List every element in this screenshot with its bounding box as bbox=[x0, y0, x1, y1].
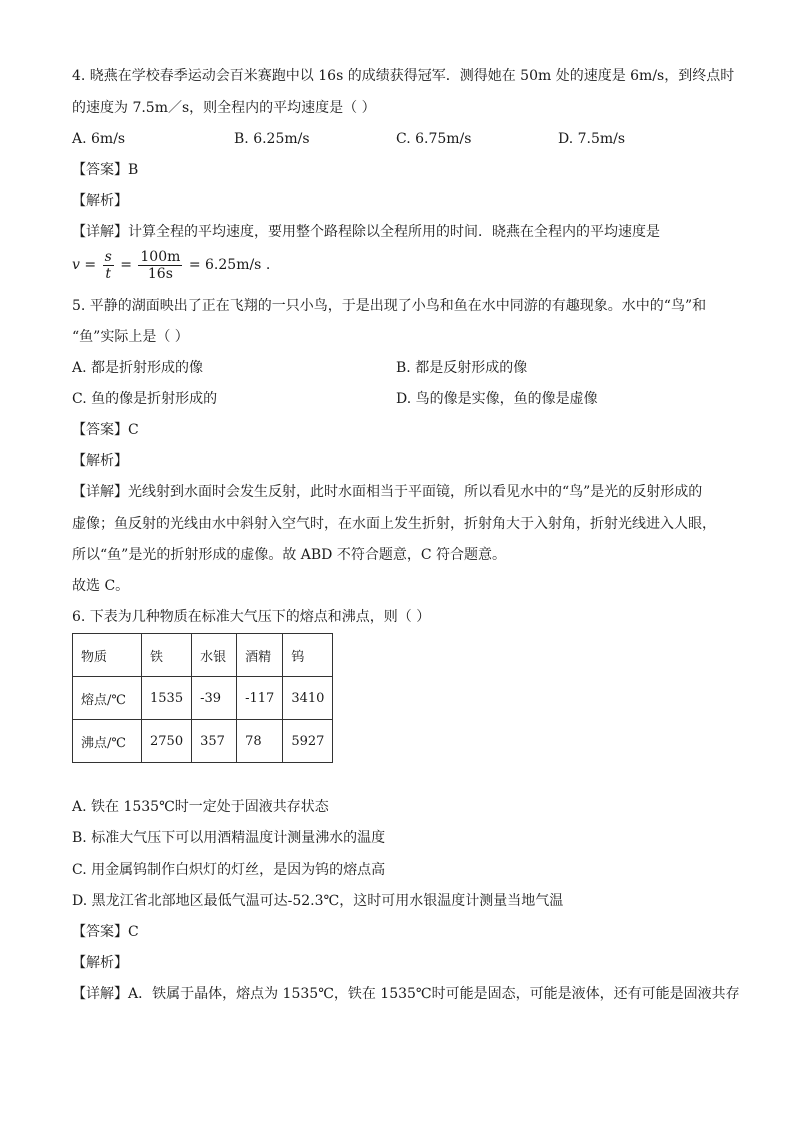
q6-option-d: D. 黑龙江省北部地区最低气温可达-52.3℃，这时可用水银温度计测量当地气温 bbox=[72, 893, 564, 909]
table-cell: 2750 bbox=[142, 720, 192, 763]
table-cell: 357 bbox=[192, 720, 237, 763]
q5-answer: 【答案】C bbox=[72, 422, 139, 438]
formula-velocity-symbol: v bbox=[72, 257, 80, 273]
q5-option-a: A. 都是折射形成的像 bbox=[72, 360, 204, 376]
q6-analysis-heading: 【解析】 bbox=[72, 955, 128, 971]
table-cell: 水银 bbox=[192, 634, 237, 677]
table-cell: 5927 bbox=[283, 720, 333, 763]
q4-option-b: B. 6.25m/s bbox=[234, 131, 310, 147]
table-row bbox=[73, 634, 333, 677]
q5-stem-line1: 5. 平静的湖面映出了正在飞翔的一只小鸟，于是出现了小鸟和鱼在水中同游的有趣现象。水中的“鸟”和 bbox=[72, 298, 707, 314]
q4-option-c: C. 6.75m/s bbox=[396, 131, 472, 147]
q4-option-d: D. 7.5m/s bbox=[558, 131, 626, 147]
formula-fraction-values bbox=[138, 249, 182, 282]
formula-equals-2: = bbox=[115, 257, 137, 273]
q4-analysis-heading: 【解析】 bbox=[72, 193, 128, 209]
q5-option-c: C. 鱼的像是折射形成的 bbox=[72, 391, 218, 407]
q5-option-b: B. 都是反射形成的像 bbox=[396, 360, 528, 376]
table-cell: 1535 bbox=[142, 677, 192, 720]
table-cell: 78 bbox=[237, 720, 283, 763]
q5-detail-line2: 虚像；鱼反射的光线由水中斜射入空气时，在水面上发生折射，折射角大于入射角，折射光线进入人眼， bbox=[72, 516, 716, 532]
fraction-numerator: 100m bbox=[140, 248, 181, 265]
table-row bbox=[73, 720, 333, 763]
table-cell: -117 bbox=[237, 677, 283, 720]
formula-equals-1: = bbox=[79, 257, 101, 273]
q5-analysis-heading: 【解析】 bbox=[72, 453, 128, 469]
table-cell: 铁 bbox=[142, 634, 192, 677]
fraction-denominator: t bbox=[105, 265, 111, 282]
table-cell: 3410 bbox=[283, 677, 333, 720]
fraction-numerator: s bbox=[104, 248, 112, 265]
formula-fraction-s-over-t bbox=[103, 249, 114, 282]
q4-formula bbox=[72, 248, 270, 282]
formula-result: = 6.25m/s . bbox=[184, 257, 271, 273]
q5-detail-line1: 【详解】光线射到水面时会发生反射，此时水面相当于平面镜，所以看见水中的“鸟”是光的反射形成的 bbox=[72, 484, 703, 500]
table-row bbox=[73, 677, 333, 720]
q5-stem-line2: “鱼”实际上是（ ） bbox=[72, 329, 189, 345]
q6-answer: 【答案】C bbox=[72, 924, 139, 940]
q4-answer: 【答案】B bbox=[72, 162, 139, 178]
q5-option-d: D. 鸟的像是实像，鱼的像是虚像 bbox=[396, 391, 598, 407]
table-cell: 酒精 bbox=[237, 634, 283, 677]
fraction-denominator: 16s bbox=[147, 265, 173, 282]
melting-boiling-point-table bbox=[72, 633, 333, 763]
q6-stem: 6. 下表为几种物质在标准大气压下的熔点和沸点，则（ ） bbox=[72, 609, 431, 625]
table-cell: 物质 bbox=[73, 634, 142, 677]
table-cell: -39 bbox=[192, 677, 237, 720]
q5-detail-line3: 所以“鱼”是光的折射形成的虚像。故 ABD 不符合题意，C 符合题意。 bbox=[72, 547, 506, 563]
q6-option-a: A. 铁在 1535℃时一定处于固液共存状态 bbox=[72, 799, 329, 815]
q5-conclusion: 故选 C。 bbox=[72, 578, 130, 594]
q6-option-c: C. 用金属钨制作白炽灯的灯丝，是因为钨的熔点高 bbox=[72, 862, 386, 878]
q4-option-a: A. 6m/s bbox=[72, 131, 126, 147]
q6-option-b: B. 标准大气压下可以用酒精温度计测量沸水的温度 bbox=[72, 830, 386, 846]
q4-stem-line2: 的速度为 7.5m／s，则全程内的平均速度是（ ） bbox=[72, 100, 376, 116]
table-cell: 钨 bbox=[283, 634, 333, 677]
q6-detail: 【详解】A．铁属于晶体，熔点为 1535℃，铁在 1535℃时可能是固态，可能是液体，还有可能是固液共存 bbox=[72, 986, 740, 1002]
q4-detail: 【详解】计算全程的平均速度，要用整个路程除以全程所用的时间．晓燕在全程内的平均速度是 bbox=[72, 224, 660, 240]
q4-stem-line1: 4. 晓燕在学校春季运动会百米赛跑中以 16s 的成绩获得冠军．测得她在 50m 处的速度是 6m/s，到终点时 bbox=[72, 68, 735, 84]
table-cell: 熔点/℃ bbox=[73, 677, 142, 720]
table-cell: 沸点/℃ bbox=[73, 720, 142, 763]
